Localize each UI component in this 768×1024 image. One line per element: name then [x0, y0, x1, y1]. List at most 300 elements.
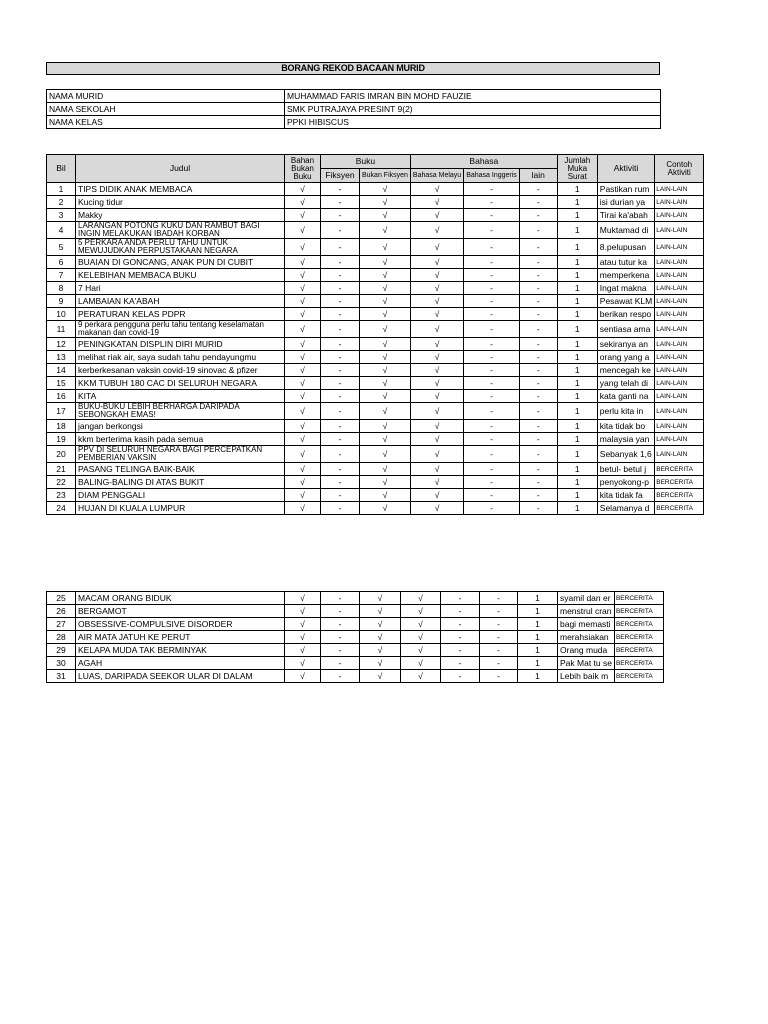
row-muka-surat: 1: [518, 605, 558, 618]
row-lain: -: [480, 644, 518, 657]
table-row: [47, 446, 704, 463]
row-bahasa-inggeris: -: [464, 502, 520, 515]
row-bahasa-melayu: √: [410, 295, 463, 308]
row-number: 4: [47, 222, 76, 239]
reading-record-table-part2: [46, 591, 664, 683]
row-number: 19: [47, 433, 76, 446]
header-buku: Buku: [321, 155, 411, 169]
row-title: Kucing tidur: [76, 196, 285, 209]
row-bukan-fiksyen: √: [360, 338, 411, 351]
row-bahasa-melayu: √: [410, 239, 463, 256]
row-bukan-fiksyen: √: [360, 403, 411, 420]
row-lain: -: [519, 269, 557, 282]
row-muka-surat: 1: [557, 308, 597, 321]
row-number: 17: [47, 403, 76, 420]
row-bukan-fiksyen: √: [360, 282, 411, 295]
row-bahasa-melayu: √: [410, 196, 463, 209]
row-number: 23: [47, 489, 76, 502]
row-muka-surat: 1: [518, 618, 558, 631]
info-label: NAMA MURID: [47, 90, 285, 103]
info-value: MUHAMMAD FARIS IMRAN BIN MOHD FAUZIE: [285, 90, 661, 103]
row-contoh-aktiviti: BERCERITA: [614, 618, 663, 631]
row-lain: -: [519, 351, 557, 364]
row-lain: -: [519, 239, 557, 256]
row-bahan-bukan-buku: √: [285, 351, 321, 364]
row-aktiviti: menstrul cran: [558, 605, 615, 618]
row-bahan-bukan-buku: √: [285, 631, 321, 644]
row-contoh-aktiviti: LAIN-LAIN: [655, 351, 704, 364]
row-bahan-bukan-buku: √: [285, 502, 321, 515]
row-title: BALING-BALING DI ATAS BUKIT: [76, 476, 285, 489]
row-aktiviti: sekiranya an: [597, 338, 654, 351]
row-muka-surat: 1: [557, 351, 597, 364]
row-title: HUJAN DI KUALA LUMPUR: [76, 502, 285, 515]
row-bahasa-inggeris: -: [464, 222, 520, 239]
row-bukan-fiksyen: √: [360, 433, 411, 446]
row-number: 20: [47, 446, 76, 463]
row-title: OBSESSIVE-COMPULSIVE DISORDER: [76, 618, 285, 631]
row-muka-surat: 1: [557, 403, 597, 420]
row-aktiviti: perlu kita in: [597, 403, 654, 420]
row-contoh-aktiviti: BERCERITA: [614, 592, 663, 605]
table-row: [47, 295, 704, 308]
form-title: BORANG REKOD BACAAN MURID: [46, 62, 660, 75]
row-muka-surat: 1: [557, 463, 597, 476]
row-bukan-fiksyen: √: [360, 295, 411, 308]
row-aktiviti: kata ganti na: [597, 390, 654, 403]
row-aktiviti: Pesawat KLM: [597, 295, 654, 308]
row-title: 5 PERKARA ANDA PERLU TAHU UNTUK MEWUJUDKAN PERPUSTAKAAN NEGARA: [76, 239, 285, 256]
row-bukan-fiksyen: √: [360, 446, 411, 463]
row-fiksyen: -: [321, 295, 360, 308]
header-bahasa: Bahasa: [410, 155, 557, 169]
info-row-class-name: [47, 116, 661, 129]
row-title: 7 Hari: [76, 282, 285, 295]
row-lain: -: [519, 433, 557, 446]
row-bahasa-melayu: √: [410, 502, 463, 515]
row-bahasa-melayu: √: [401, 592, 441, 605]
row-bukan-fiksyen: √: [360, 631, 401, 644]
row-lain: -: [519, 196, 557, 209]
row-muka-surat: 1: [557, 209, 597, 222]
table-row: [47, 592, 664, 605]
row-bahan-bukan-buku: √: [285, 308, 321, 321]
row-aktiviti: Ingat makna: [597, 282, 654, 295]
row-muka-surat: 1: [557, 420, 597, 433]
row-aktiviti: isi durian ya: [597, 196, 654, 209]
header-bahasa-inggeris: Bahasa Inggeris: [464, 169, 520, 183]
row-bahasa-inggeris: -: [464, 321, 520, 338]
row-bukan-fiksyen: √: [360, 377, 411, 390]
row-bahasa-inggeris: -: [441, 618, 480, 631]
table-row: [47, 433, 704, 446]
row-bahasa-inggeris: -: [441, 631, 480, 644]
row-bahasa-melayu: √: [410, 222, 463, 239]
table-row: [47, 222, 704, 239]
row-lain: -: [519, 256, 557, 269]
row-muka-surat: 1: [557, 239, 597, 256]
row-bahasa-inggeris: -: [464, 377, 520, 390]
row-bahasa-inggeris: -: [441, 605, 480, 618]
row-bahasa-melayu: √: [410, 489, 463, 502]
row-contoh-aktiviti: LAIN-LAIN: [655, 295, 704, 308]
row-bahan-bukan-buku: √: [285, 183, 321, 196]
header-aktiviti: Aktiviti: [597, 155, 654, 183]
row-number: 22: [47, 476, 76, 489]
row-fiksyen: -: [321, 256, 360, 269]
row-bahasa-inggeris: -: [464, 476, 520, 489]
row-lain: -: [480, 592, 518, 605]
row-fiksyen: -: [321, 308, 360, 321]
table-row: [47, 351, 704, 364]
row-bahasa-inggeris: -: [464, 338, 520, 351]
row-lain: -: [519, 364, 557, 377]
row-bukan-fiksyen: √: [360, 196, 411, 209]
row-fiksyen: -: [321, 338, 360, 351]
row-bahan-bukan-buku: √: [285, 644, 321, 657]
table-row: [47, 670, 664, 683]
row-title: MACAM ORANG BIDUK: [76, 592, 285, 605]
row-number: 8: [47, 282, 76, 295]
row-bahasa-melayu: √: [401, 631, 441, 644]
row-bukan-fiksyen: √: [360, 592, 401, 605]
row-bukan-fiksyen: √: [360, 476, 411, 489]
row-number: 25: [47, 592, 76, 605]
row-aktiviti: Orang muda: [558, 644, 615, 657]
row-lain: -: [519, 222, 557, 239]
table-row: [47, 420, 704, 433]
row-lain: -: [519, 476, 557, 489]
row-lain: -: [519, 377, 557, 390]
row-fiksyen: -: [321, 446, 360, 463]
row-number: 11: [47, 321, 76, 338]
row-bukan-fiksyen: √: [360, 420, 411, 433]
row-bahasa-inggeris: -: [464, 256, 520, 269]
row-fiksyen: -: [321, 364, 360, 377]
row-aktiviti: Tirai ka'abah: [597, 209, 654, 222]
row-bahasa-inggeris: -: [464, 269, 520, 282]
info-label: NAMA KELAS: [47, 116, 285, 129]
row-muka-surat: 1: [557, 282, 597, 295]
row-lain: -: [519, 209, 557, 222]
row-lain: -: [519, 502, 557, 515]
row-bahasa-melayu: √: [410, 433, 463, 446]
row-muka-surat: 1: [557, 377, 597, 390]
row-aktiviti: kita tidak fa: [597, 489, 654, 502]
row-lain: -: [480, 618, 518, 631]
row-number: 14: [47, 364, 76, 377]
row-bahasa-melayu: √: [410, 420, 463, 433]
row-bahan-bukan-buku: √: [285, 239, 321, 256]
row-bahasa-inggeris: -: [464, 308, 520, 321]
row-contoh-aktiviti: LAIN-LAIN: [655, 338, 704, 351]
table-row: [47, 256, 704, 269]
row-contoh-aktiviti: LAIN-LAIN: [655, 377, 704, 390]
row-bahan-bukan-buku: √: [285, 390, 321, 403]
table-row: [47, 618, 664, 631]
row-title: PASANG TELINGA BAIK-BAIK: [76, 463, 285, 476]
row-fiksyen: -: [321, 592, 360, 605]
row-fiksyen: -: [321, 196, 360, 209]
table-row: [47, 644, 664, 657]
row-bahasa-melayu: √: [410, 256, 463, 269]
row-contoh-aktiviti: LAIN-LAIN: [655, 222, 704, 239]
row-aktiviti: Pak Mat tu se: [558, 657, 615, 670]
header-judul: Judul: [76, 155, 285, 183]
row-number: 29: [47, 644, 76, 657]
row-number: 6: [47, 256, 76, 269]
row-bukan-fiksyen: √: [360, 364, 411, 377]
table-row: [47, 338, 704, 351]
row-contoh-aktiviti: BERCERITA: [614, 644, 663, 657]
row-bukan-fiksyen: √: [360, 489, 411, 502]
table-row: [47, 183, 704, 196]
row-bahan-bukan-buku: √: [285, 295, 321, 308]
row-bukan-fiksyen: √: [360, 239, 411, 256]
row-contoh-aktiviti: LAIN-LAIN: [655, 196, 704, 209]
row-number: 12: [47, 338, 76, 351]
row-bahasa-melayu: √: [410, 476, 463, 489]
row-bukan-fiksyen: √: [360, 256, 411, 269]
row-contoh-aktiviti: BERCERITA: [655, 502, 704, 515]
row-fiksyen: -: [321, 463, 360, 476]
row-bukan-fiksyen: √: [360, 222, 411, 239]
row-bahasa-inggeris: -: [464, 364, 520, 377]
header-bahan-bukan-buku: Bahan Bukan Buku: [285, 155, 321, 183]
reading-record-table-part1: [46, 154, 704, 515]
row-title: TIPS DIDIK ANAK MEMBACA: [76, 183, 285, 196]
table-row: [47, 403, 704, 420]
header-jumlah-muka-surat: Jumlah Muka Surat: [557, 155, 597, 183]
table-row: [47, 209, 704, 222]
row-bahasa-melayu: √: [401, 605, 441, 618]
row-bukan-fiksyen: √: [360, 605, 401, 618]
row-bahan-bukan-buku: √: [285, 489, 321, 502]
row-muka-surat: 1: [557, 433, 597, 446]
row-bahasa-inggeris: -: [441, 670, 480, 683]
row-bahan-bukan-buku: √: [285, 209, 321, 222]
table-row: [47, 605, 664, 618]
row-number: 3: [47, 209, 76, 222]
row-title: BUKU-BUKU LEBIH BERHARGA DARIPADA SEBONGKAH EMAS!: [76, 403, 285, 420]
row-contoh-aktiviti: BERCERITA: [655, 463, 704, 476]
row-number: 24: [47, 502, 76, 515]
row-fiksyen: -: [321, 670, 360, 683]
row-number: 26: [47, 605, 76, 618]
row-bahasa-inggeris: -: [464, 433, 520, 446]
row-aktiviti: penyokong-p: [597, 476, 654, 489]
row-bahasa-melayu: √: [410, 308, 463, 321]
row-aktiviti: Pastikan rum: [597, 183, 654, 196]
row-bahan-bukan-buku: √: [285, 269, 321, 282]
row-number: 31: [47, 670, 76, 683]
row-fiksyen: -: [321, 605, 360, 618]
row-bahan-bukan-buku: √: [285, 282, 321, 295]
row-bukan-fiksyen: √: [360, 209, 411, 222]
row-bahasa-melayu: √: [410, 403, 463, 420]
row-fiksyen: -: [321, 351, 360, 364]
table-row: [47, 489, 704, 502]
row-bukan-fiksyen: √: [360, 308, 411, 321]
row-aktiviti: Sebanyak 1,6: [597, 446, 654, 463]
row-bukan-fiksyen: √: [360, 657, 401, 670]
row-fiksyen: -: [321, 420, 360, 433]
row-fiksyen: -: [321, 390, 360, 403]
row-bahasa-melayu: √: [410, 351, 463, 364]
row-bahan-bukan-buku: √: [285, 657, 321, 670]
row-muka-surat: 1: [557, 446, 597, 463]
row-title: kerberkesanan vaksin covid-19 sinovac & pfizer: [76, 364, 285, 377]
row-bahasa-inggeris: -: [464, 282, 520, 295]
row-bahasa-inggeris: -: [464, 446, 520, 463]
row-bahasa-inggeris: -: [464, 295, 520, 308]
header-bil: Bil: [47, 155, 76, 183]
row-muka-surat: 1: [557, 222, 597, 239]
row-lain: -: [519, 321, 557, 338]
row-title: 9 perkara pengguna perlu tahu tentang keselamatan makanan dan covid-19: [76, 321, 285, 338]
row-bahasa-melayu: √: [401, 644, 441, 657]
row-muka-surat: 1: [557, 256, 597, 269]
row-title: KELAPA MUDA TAK BERMINYAK: [76, 644, 285, 657]
row-muka-surat: 1: [557, 489, 597, 502]
row-muka-surat: 1: [557, 183, 597, 196]
row-aktiviti: orang yang a: [597, 351, 654, 364]
row-contoh-aktiviti: BERCERITA: [614, 657, 663, 670]
row-bahasa-melayu: √: [401, 657, 441, 670]
row-bahasa-inggeris: -: [464, 239, 520, 256]
row-contoh-aktiviti: LAIN-LAIN: [655, 446, 704, 463]
row-number: 1: [47, 183, 76, 196]
row-bahan-bukan-buku: √: [285, 364, 321, 377]
row-bahan-bukan-buku: √: [285, 420, 321, 433]
row-title: AIR MATA JATUH KE PERUT: [76, 631, 285, 644]
row-number: 27: [47, 618, 76, 631]
row-lain: -: [480, 605, 518, 618]
row-contoh-aktiviti: LAIN-LAIN: [655, 239, 704, 256]
row-bahan-bukan-buku: √: [285, 338, 321, 351]
row-aktiviti: berikan respo: [597, 308, 654, 321]
row-aktiviti: kita tidak bo: [597, 420, 654, 433]
row-contoh-aktiviti: BERCERITA: [655, 489, 704, 502]
row-contoh-aktiviti: LAIN-LAIN: [655, 282, 704, 295]
row-muka-surat: 1: [557, 390, 597, 403]
row-contoh-aktiviti: LAIN-LAIN: [655, 403, 704, 420]
row-contoh-aktiviti: BERCERITA: [614, 631, 663, 644]
row-bahasa-inggeris: -: [464, 196, 520, 209]
row-number: 16: [47, 390, 76, 403]
row-aktiviti: Lebih baik m: [558, 670, 615, 683]
row-bahasa-inggeris: -: [464, 489, 520, 502]
row-muka-surat: 1: [557, 338, 597, 351]
table-row: [47, 390, 704, 403]
row-aktiviti: Muktamad di: [597, 222, 654, 239]
row-contoh-aktiviti: LAIN-LAIN: [655, 364, 704, 377]
row-bahasa-inggeris: -: [464, 390, 520, 403]
row-number: 13: [47, 351, 76, 364]
row-bahan-bukan-buku: √: [285, 670, 321, 683]
table-row: [47, 196, 704, 209]
row-lain: -: [519, 489, 557, 502]
row-contoh-aktiviti: LAIN-LAIN: [655, 269, 704, 282]
row-lain: -: [519, 403, 557, 420]
row-lain: -: [519, 390, 557, 403]
row-fiksyen: -: [321, 222, 360, 239]
row-bahan-bukan-buku: √: [285, 256, 321, 269]
row-bahan-bukan-buku: √: [285, 618, 321, 631]
row-number: 21: [47, 463, 76, 476]
row-bukan-fiksyen: √: [360, 390, 411, 403]
row-muka-surat: 1: [518, 592, 558, 605]
row-bahasa-melayu: √: [410, 446, 463, 463]
row-fiksyen: -: [321, 269, 360, 282]
row-bahasa-inggeris: -: [464, 351, 520, 364]
row-number: 2: [47, 196, 76, 209]
row-bukan-fiksyen: √: [360, 269, 411, 282]
row-bahasa-melayu: √: [410, 321, 463, 338]
info-value: PPKI HIBISCUS: [285, 116, 661, 129]
table-row: [47, 476, 704, 489]
row-bahasa-inggeris: -: [441, 592, 480, 605]
row-fiksyen: -: [321, 377, 360, 390]
row-number: 15: [47, 377, 76, 390]
row-muka-surat: 1: [557, 502, 597, 515]
row-muka-surat: 1: [518, 657, 558, 670]
table-header-row: [47, 155, 704, 169]
row-title: BERGAMOT: [76, 605, 285, 618]
row-bahan-bukan-buku: √: [285, 433, 321, 446]
row-title: BUAIAN DI GONCANG, ANAK PUN DI CUBIT: [76, 256, 285, 269]
row-fiksyen: -: [321, 618, 360, 631]
row-title: LUAS, DARIPADA SEEKOR ULAR DI DALAM: [76, 670, 285, 683]
row-aktiviti: syamil dan er: [558, 592, 615, 605]
row-bahasa-melayu: √: [410, 282, 463, 295]
row-bahasa-inggeris: -: [464, 420, 520, 433]
row-contoh-aktiviti: LAIN-LAIN: [655, 308, 704, 321]
row-contoh-aktiviti: LAIN-LAIN: [655, 209, 704, 222]
header-contoh-aktiviti: Contoh Aktiviti: [655, 155, 704, 183]
row-lain: -: [480, 657, 518, 670]
header-bukan-fiksyen: Bukan Fiksyen: [360, 169, 411, 183]
row-lain: -: [519, 463, 557, 476]
row-bahasa-melayu: √: [410, 338, 463, 351]
row-bahan-bukan-buku: √: [285, 605, 321, 618]
row-muka-surat: 1: [557, 295, 597, 308]
student-info-table: [46, 89, 661, 129]
row-bahan-bukan-buku: √: [285, 222, 321, 239]
table-row: [47, 364, 704, 377]
row-lain: -: [519, 295, 557, 308]
row-title: kkm berterima kasih pada semua: [76, 433, 285, 446]
row-number: 30: [47, 657, 76, 670]
row-bahasa-inggeris: -: [464, 209, 520, 222]
row-fiksyen: -: [321, 239, 360, 256]
row-muka-surat: 1: [518, 631, 558, 644]
row-aktiviti: merahsiakan: [558, 631, 615, 644]
row-bahan-bukan-buku: √: [285, 463, 321, 476]
row-bukan-fiksyen: √: [360, 670, 401, 683]
row-lain: -: [519, 308, 557, 321]
row-bahasa-melayu: √: [410, 364, 463, 377]
table-row: [47, 308, 704, 321]
row-bahan-bukan-buku: √: [285, 592, 321, 605]
row-bahasa-inggeris: -: [441, 644, 480, 657]
row-bahan-bukan-buku: √: [285, 476, 321, 489]
row-bahan-bukan-buku: √: [285, 446, 321, 463]
row-lain: -: [519, 446, 557, 463]
info-row-school-name: [47, 103, 661, 116]
row-aktiviti: yang telah di: [597, 377, 654, 390]
row-fiksyen: -: [321, 644, 360, 657]
